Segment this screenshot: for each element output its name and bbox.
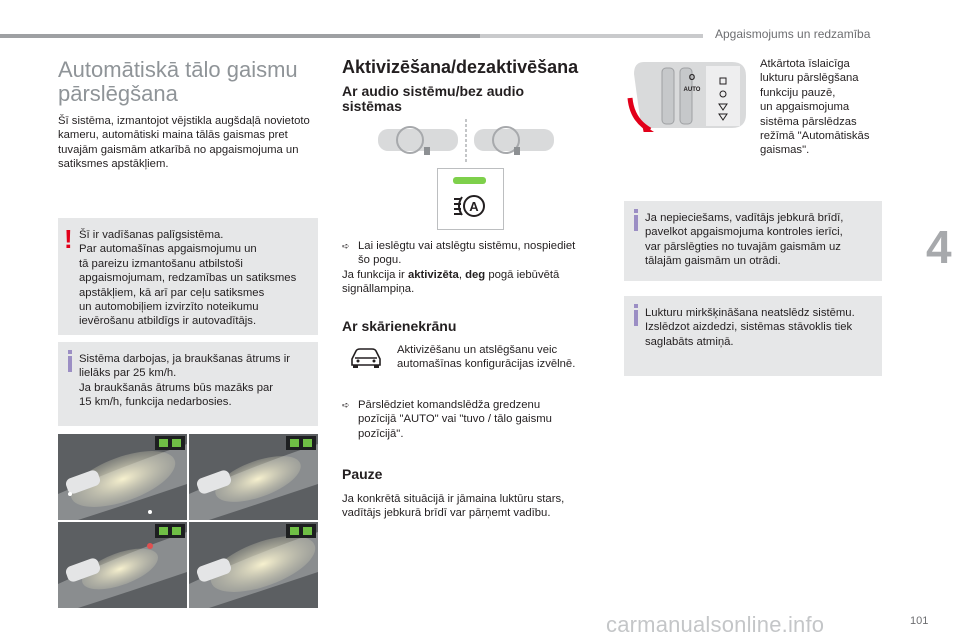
intro-paragraph: Šī sistēma, izmantojot vējstikla augšdaļā novietoto kameru, automātiski maina tālās gaismas pret tuvajām gaismām atkarībā no apgaismojuma un satiksmes apstākļiem.	[58, 115, 310, 171]
touchscreen-text: Aktivizēšanu un atslēgšanu veic automašīnas konfigurācijas izvēlnē.	[397, 344, 576, 371]
activation-note: Ja funkcija ir aktivizēta, deg pogā iebūvētā	[342, 268, 560, 281]
section-title: Apgaismojums un redzamība	[715, 27, 871, 41]
info-note-manual: Ja nepieciešams, vadītājs jebkurā brīdī, pavelkot apgaismojuma kontroles ierīci, var pārslēgties no tuvajām gaismām uz tālajām gaismām un otrādi.	[624, 201, 882, 281]
car-settings-icon	[349, 345, 383, 369]
footer-watermark: carmanualsonline.info	[606, 612, 825, 637]
info-note-speed: Sistēma darbojas, ja braukšanas ātrums ir lielāks par 25 km/h. Ja braukšanās ātrums būs mazāks par 15 km/h, funkcija nedarbosies.	[58, 342, 318, 426]
svg-text:AUTO: AUTO	[683, 87, 701, 93]
info-icon	[631, 209, 641, 231]
section-heading-activation: Aktivizēšana/dezaktivēšana	[342, 57, 579, 77]
info-icon	[65, 350, 75, 372]
pause-text: Ja konkrētā situācijā ir jāmaina luktūru stars, vadītājs jebkurā brīdī var pārņemt vadību.	[342, 493, 565, 520]
info-icon	[631, 304, 641, 326]
chapter-number: 4	[926, 221, 952, 273]
svg-text:O: O	[688, 73, 696, 82]
info-note-flash: Lukturu mirkšķināšana neatslēdz sistēmu. Izslēdzot aizdedzi, sistēmas stāvoklis tiek saglabāts atmiņā.	[624, 296, 882, 376]
dashboard-button-location-illustration	[378, 119, 558, 163]
button-led-indicator	[453, 177, 486, 184]
auto-beam-icon	[454, 193, 488, 219]
header-rule-light	[480, 34, 703, 38]
subheading-audio: Ar audio sistēmu/bez audio sistēmas	[342, 83, 525, 114]
subheading-touchscreen: Ar skārienekrānu	[342, 318, 457, 334]
stalk-pause-text: Atkārtota īslaicīga lukturu pārslēgšana funkciju pauzē, un apgaismojuma sistēma pārslēdzas režīmā "Automātiskās gaismas".	[760, 58, 870, 157]
auto-high-beam-button[interactable]	[437, 168, 504, 230]
subheading-pause: Pauze	[342, 466, 383, 482]
svg-text:A: A	[469, 199, 479, 214]
header-rule	[0, 34, 480, 38]
warning-note	[58, 218, 318, 335]
page-number: 101	[910, 615, 929, 627]
warning-icon: !	[64, 224, 73, 254]
step-marker-icon: ➪	[342, 400, 350, 410]
step-marker-icon: ➪	[342, 241, 350, 251]
page-title: Automātiskā tālo gaismu pārslēgšana	[58, 57, 298, 106]
activation-step: ➪ Lai ieslēgtu vai atslēgtu sistēmu, nospiediet šo pogu. Ja funkcija ir aktivizēta, deg pogā iebūvētā signāllampiņa.	[342, 239, 607, 297]
lighting-stalk-illustration	[622, 58, 756, 132]
warning-text: Šī ir vadīšanas palīgsistēma. Par automašīnas apgaismojumu un tā pareizu izmantošanu atbilstoši apgaismojumam, redzamības un satiksmes apstākļiem, kā arī par ceļu satiksmes un automobiļiem izvirzīto noteikumu ievērošanu atbildīgs ir autovadītājs.	[79, 229, 297, 328]
ring-step: ➪ Pārslēdziet komandslēdža gredzenu pozīcijā "AUTO" vai "tuvo / tālo gaismu pozīcijā".	[342, 399, 552, 440]
traffic-illustration	[58, 434, 318, 608]
